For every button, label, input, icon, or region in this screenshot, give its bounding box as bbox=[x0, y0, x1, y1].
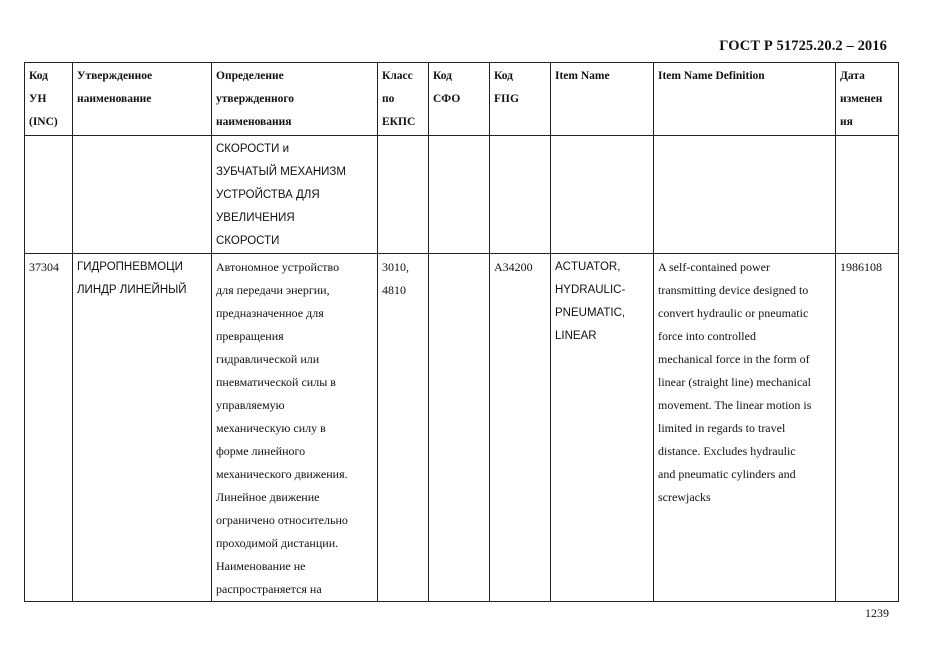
table-row bbox=[25, 136, 899, 254]
col-header-item-name-definition: Item Name Definition bbox=[654, 63, 836, 136]
nomenclature-table bbox=[24, 62, 899, 602]
cell-approved-name bbox=[73, 136, 212, 254]
table-row bbox=[25, 254, 899, 602]
col-header-sfo-code: Код СФО bbox=[429, 63, 490, 136]
cell-approved-name: ГИДРОПНЕВМОЦИ ЛИНДР ЛИНЕЙНЫЙ bbox=[73, 254, 212, 602]
cell-sfo-code bbox=[429, 136, 490, 254]
document-id: ГОСТ Р 51725.20.2 – 2016 bbox=[719, 38, 887, 54]
cell-item-name: ACTUATOR, HYDRAULIC- PNEUMATIC, LINEAR bbox=[551, 254, 654, 602]
cell-fiig-code bbox=[490, 136, 551, 254]
col-header-item-name: Item Name bbox=[551, 63, 654, 136]
col-header-fiig-code: Код FIIG bbox=[490, 63, 551, 136]
cell-ekps-class bbox=[378, 136, 429, 254]
cell-fiig-code: A34200 bbox=[490, 254, 551, 602]
col-header-ekps-class: Класс по ЕКПС bbox=[378, 63, 429, 136]
cell-item-name-definition bbox=[654, 136, 836, 254]
cell-inc: 37304 bbox=[25, 254, 73, 602]
cell-definition: СКОРОСТИ и ЗУБЧАТЫЙ МЕХАНИЗМ УСТРОЙСТВА ДЛЯ УВЕЛИЧЕНИЯ СКОРОСТИ bbox=[212, 136, 378, 254]
cell-inc bbox=[25, 136, 73, 254]
col-header-definition: Определение утвержденного наименования bbox=[212, 63, 378, 136]
table-header-row bbox=[25, 63, 899, 136]
col-header-change-date: Дата изменен ия bbox=[836, 63, 899, 136]
col-header-approved-name: Утвержденное наименование bbox=[73, 63, 212, 136]
cell-definition: Автономное устройство для передачи энергии, предназначенное для превращения гидравлической или пневматической силы в управляемую механическую силу в форме линейного механического движения. Линейное движение ограничено относительно проходимой дистанции. Наименование не распространяется на bbox=[212, 254, 378, 602]
page-number: 1239 bbox=[865, 606, 889, 620]
cell-change-date: 1986108 bbox=[836, 254, 899, 602]
cell-sfo-code bbox=[429, 254, 490, 602]
col-header-inc: Код УН (INC) bbox=[25, 63, 73, 136]
cell-item-name-definition: A self-contained power transmitting device designed to convert hydraulic or pneumatic force into controlled mechanical force in the form of linear (straight line) mechanical movement. The linear motion is limited in regards to travel distance. Excludes hydraulic and pneumatic cylinders and screwjacks bbox=[654, 254, 836, 602]
cell-change-date bbox=[836, 136, 899, 254]
cell-ekps-class: 3010, 4810 bbox=[378, 254, 429, 602]
cell-item-name bbox=[551, 136, 654, 254]
